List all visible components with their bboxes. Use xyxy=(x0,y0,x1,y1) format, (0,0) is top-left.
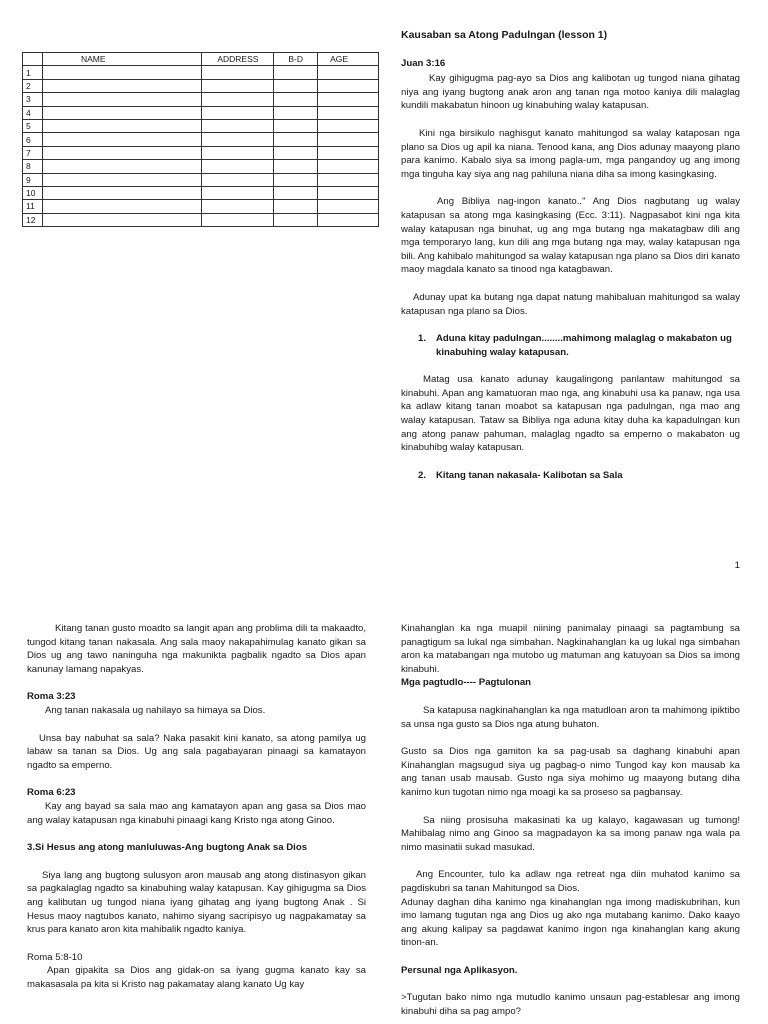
paragraph: Adunay upat ka butang nga dapat natung mahibaluan mahitungod sa walay katapusan nga plano sa Dios. xyxy=(401,291,740,317)
bd-cell xyxy=(274,146,318,159)
point-number: 2. xyxy=(418,469,427,481)
address-cell xyxy=(202,213,274,226)
address-cell xyxy=(202,119,274,132)
header-address: ADDRESS xyxy=(202,53,274,66)
row-number: 8 xyxy=(23,160,43,173)
address-cell xyxy=(202,173,274,186)
lesson-title: Kausaban sa Atong Padulngan (lesson 1) xyxy=(401,29,608,41)
name-cell xyxy=(42,119,201,132)
age-cell xyxy=(318,186,379,199)
table-row xyxy=(23,213,379,226)
table-row xyxy=(23,200,379,213)
paragraph: Gusto sa Dios nga gamiton ka sa pag-usab sa daghang kinabuhi apan Kinahanglan magsugud siya ug pagbag-o nimo Tungod kay kon mausab ka ang tanan usab mausab. Gusto nga siya mohimo ug maayong butang diha kanimo kun tugotan nimo nga moagi ka sa proseso sa pagbansay. xyxy=(401,746,740,798)
roster-table xyxy=(22,52,379,227)
age-cell xyxy=(318,106,379,119)
header-name: NAME xyxy=(42,53,201,66)
row-number: 7 xyxy=(23,146,43,159)
bd-cell xyxy=(274,173,318,186)
paragraph: Ang Bibliya nag-ingon kanato.." Ang Dios nagbutang ug walay katapusan sa atong mga kasingkasing (Ecc. 3:11). Nagpasabot kini nga kita walay katapusan nga binuhat, ug ang mga butang nga makatagbaw dili ang mga temporaryo lang, kun dili ang mga butang nga may, walay katapusan nga bili. Ang kahibalo mahitungod sa walay katapusan nga plano sa Dios diri kanato maoy magdala kanato sa tinood nga katagbawan. xyxy=(401,196,740,276)
verse-reference: Roma 5:8-10 xyxy=(27,951,83,963)
address-cell xyxy=(202,200,274,213)
paragraph: Kini nga birsikulo naghisgut kanato mahitungod sa walay kataposan nga plano sa Dios ug apil ka niana. Tenood kana, ang Dios adunay maayong plano para kanimo. Kabalo siya sa imong pagla-um, mga pangandoy ug ang imong mga tinguha kay siya ang nag pahiluna niana diha sa imong kasingkasing. xyxy=(401,127,740,180)
name-cell xyxy=(42,133,201,146)
roster-header-row xyxy=(23,53,379,66)
verse-text: Apan gipakita sa Dios ang gidak-on sa iyang gugma kanato kay sa makasasala pa kita si Kristo nag pakamatay alang kanato Ug kay xyxy=(27,965,366,990)
paragraph: Kitang tanan gusto moadto sa langit apan ang problima dili ta makaadto, tungod kitang tanan nakasala. Ang sala maoy nakapahimulag kanato gikan sa Dios ug ang tawo naninguha nga makunikta pagbalik ngadto sa Dios apan kanunay lamang napakyas. xyxy=(27,623,366,675)
address-cell xyxy=(202,133,274,146)
age-cell xyxy=(318,79,379,92)
table-row xyxy=(23,79,379,92)
age-cell xyxy=(318,213,379,226)
address-cell xyxy=(202,106,274,119)
row-number: 6 xyxy=(23,133,43,146)
paragraph: Siya lang ang bugtong sulusyon aron mausab ang atong distinasyon gikan sa pagkalaglag ngadto sa kinabuhing walay katapusan. Kay gihigugma sa Dios ang kalibutan ug tungod niana iyang gihatag ang iyang bugtong Anak . Si Hesus maoy nagtubos kanato, nahimo siyang sacripisyo ug nagpakamatay sa krus para kanato aron kita mahibalik ngadto kaniya. xyxy=(27,869,366,936)
bd-cell xyxy=(274,186,318,199)
verse-reference: Juan 3:16 xyxy=(401,57,446,69)
paragraph: Unsa bay nabuhat sa sala? Naka pasakit kini kanato, sa atong pamilya ug labaw sa tanan sa Dios. Ug ang sala pagabayaran pinaagi sa kamatayon ngadto sa emperno. xyxy=(27,732,366,771)
name-cell xyxy=(42,106,201,119)
verse-reference: Roma 6:23 xyxy=(27,787,76,799)
name-cell xyxy=(42,146,201,159)
row-number: 9 xyxy=(23,173,43,186)
name-cell xyxy=(42,160,201,173)
age-cell xyxy=(318,133,379,146)
lesson-column-bottom-right xyxy=(401,622,740,1024)
bd-cell xyxy=(274,213,318,226)
bd-cell xyxy=(274,106,318,119)
row-number: 1 xyxy=(23,66,43,79)
table-row xyxy=(23,93,379,106)
name-cell xyxy=(42,93,201,106)
header-bd: B-D xyxy=(274,53,318,66)
verse-reference: Roma 3:23 xyxy=(27,691,76,703)
age-cell xyxy=(318,200,379,213)
table-row xyxy=(23,106,379,119)
row-number: 5 xyxy=(23,119,43,132)
row-number: 12 xyxy=(23,213,43,226)
age-cell xyxy=(318,146,379,159)
paragraph: >Tugutan bako nimo nga mutudlo kanimo unsaun pag-establesar ang imong kinabuhi diha sa pag ampo? xyxy=(401,992,740,1018)
verse-text: Kay gihigugma pag-ayo sa Dios ang kalibotan ug tungod niana gihatag niya ang iyang bugtong anak aron ang tanan nga motoo kaniya dili malaglag kundili makabatun hinoon ug kinabuhing walay katapusan. xyxy=(401,73,740,112)
bd-cell xyxy=(274,66,318,79)
paragraph: Sa niing prosisuha makasinati ka ug kalayo, kagawasan ug tumong! Mahibalag nimo ang Ginoo sa magpadayon ka sa imong panaw nga wala pa nimo masinatii sukad masukad. xyxy=(401,814,740,853)
table-row xyxy=(23,160,379,173)
name-cell xyxy=(42,200,201,213)
section-heading: 3.Si Hesus ang atong manluluwas-Ang bugtong Anak sa Dios xyxy=(27,842,308,854)
row-number: 3 xyxy=(23,93,43,106)
section-heading: Mga pagtudlo---- Pagtulonan xyxy=(401,677,532,689)
numbered-point-2 xyxy=(418,469,740,483)
table-row xyxy=(23,146,379,159)
address-cell xyxy=(202,93,274,106)
age-cell xyxy=(318,66,379,79)
numbered-point-1 xyxy=(418,332,740,359)
lesson-column-top xyxy=(401,29,740,482)
section-heading: Persunal nga Aplikasyon. xyxy=(401,964,518,976)
table-row xyxy=(23,173,379,186)
lesson-column-bottom-left xyxy=(27,622,366,1024)
row-number: 4 xyxy=(23,106,43,119)
paragraph: Ang Encounter, tulo ka adlaw nga retreat nga diin muhatod kanimo sa pagdiskubri sa tanan Mahitungod sa Dios. xyxy=(401,869,740,894)
table-row xyxy=(23,186,379,199)
paragraph: Kinahanglan ka nga muapil niining panimalay pinaagi sa pagtambung sa panagtigum sa lukal nga simbahan. Nagkinahanglan ka ug lukal nga simbahan aron ka matabangan nga mutobo ug matuman ang katuyoan sa Dios sa imong kinabuhi. xyxy=(401,623,740,675)
name-cell xyxy=(42,186,201,199)
row-number: 2 xyxy=(23,79,43,92)
address-cell xyxy=(202,186,274,199)
paragraph: Sa katapusa nagkinahanglan ka nga matudloan aron ta mahimong ipiktibo sa unsa nga gusto sa Dios nga atung buhaton. xyxy=(401,704,740,730)
point-text: Kitang tanan nakasala- Kalibotan sa Sala xyxy=(436,469,623,481)
point-number: 1. xyxy=(418,333,427,345)
name-cell xyxy=(42,79,201,92)
bd-cell xyxy=(274,200,318,213)
age-cell xyxy=(318,160,379,173)
name-cell xyxy=(42,173,201,186)
point-text: Aduna kitay padulngan........mahimong malaglag o makabaton ug kinabuhing walay katapusan. xyxy=(436,333,732,358)
bd-cell xyxy=(274,93,318,106)
table-row xyxy=(23,66,379,79)
bd-cell xyxy=(274,79,318,92)
bd-cell xyxy=(274,119,318,132)
table-row xyxy=(23,119,379,132)
address-cell xyxy=(202,79,274,92)
age-cell xyxy=(318,93,379,106)
address-cell xyxy=(202,160,274,173)
address-cell xyxy=(202,66,274,79)
name-cell xyxy=(42,66,201,79)
bd-cell xyxy=(274,160,318,173)
age-cell xyxy=(318,173,379,186)
page-number: 1 xyxy=(734,560,740,571)
row-number: 10 xyxy=(23,186,43,199)
name-cell xyxy=(42,213,201,226)
header-index xyxy=(23,53,43,66)
table-row xyxy=(23,133,379,146)
row-number: 11 xyxy=(23,200,43,213)
verse-text: Kay ang bayad sa sala mao ang kamatayon apan ang gasa sa Dios mao ang walay katapusan nga kinabuhi pinaagi kang Kristo nga atong Ginoo. xyxy=(27,800,366,826)
age-cell xyxy=(318,119,379,132)
verse-text: Ang tanan nakasala ug nahilayo sa himaya sa Dios. xyxy=(45,704,266,716)
paragraph: Matag usa kanato adunay kaugalingong panlantaw mahitungod sa kinabuhi. Apan ang kamatuoran mao nga, ang kinabuhi usa ka panaw, nga usa ka adlaw kitang tanan moabot sa katapusan nga padulngan, nga mao ang walay katapusan. Tataw sa Bibliya nga aduna kitay duha ka kapadulngan kun ang atong panaw pahuman, malaglag ngadto sa emperno o makabaton ug kinabuhibg walay katapusan. xyxy=(401,374,740,454)
address-cell xyxy=(202,146,274,159)
header-age: AGE xyxy=(318,53,379,66)
bd-cell xyxy=(274,133,318,146)
paragraph: Adunay daghan diha kanimo nga kinahanglan nga imong madiskubrihan, kun imo lamang tugutan nga ang Dios ug ako nga mutabang kanimo. Dako kaayo ang akung kalipay sa pagdawat kanimo ingon nga kinahanglan kang akung tinon-an. xyxy=(401,896,740,949)
